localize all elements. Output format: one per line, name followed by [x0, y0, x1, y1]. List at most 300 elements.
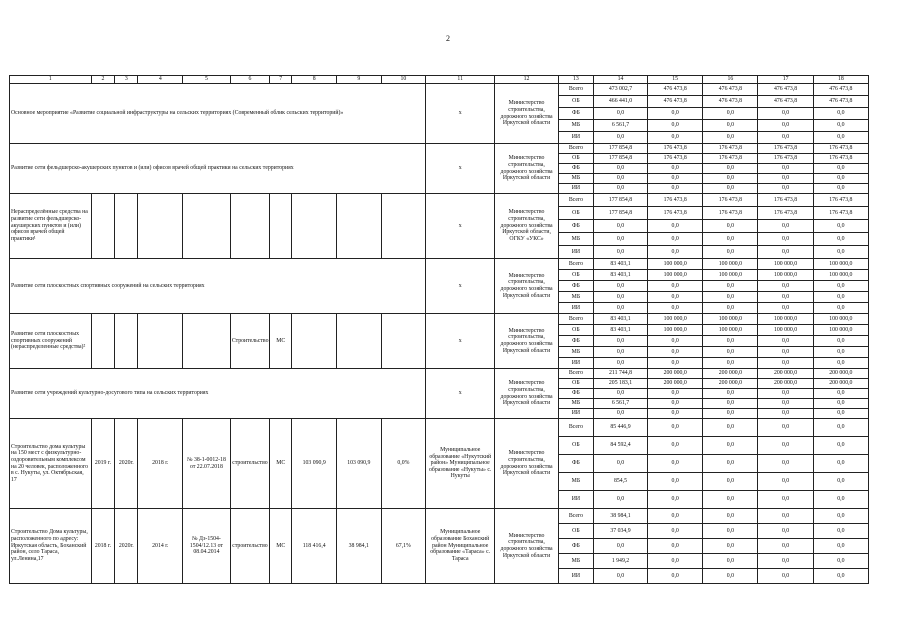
funding-value: 0,0: [648, 336, 703, 347]
funding-value: 0,0: [703, 347, 758, 358]
funding-value: 0,0: [648, 347, 703, 358]
funding-value: 176 473,8: [703, 194, 758, 207]
header-cell: 18: [813, 76, 868, 84]
funding-value: 200 000,0: [648, 379, 703, 389]
header-row: [10, 76, 869, 84]
funding-value: 176 473,8: [813, 144, 868, 154]
funding-value: 0,0: [813, 347, 868, 358]
funding-value: 0,0: [758, 233, 813, 246]
readiness: [381, 194, 426, 259]
funding-value: 84 592,4: [593, 437, 647, 455]
funding-value: 0,0: [813, 292, 868, 303]
readiness: 67,1%: [381, 509, 426, 584]
header-cell: 9: [337, 76, 382, 84]
funding-value: 0,0: [813, 473, 868, 491]
location: х: [426, 144, 495, 194]
funding-value: 0,0: [758, 220, 813, 233]
funding-value: 0,0: [703, 303, 758, 314]
funding-value: 0,0: [703, 246, 758, 259]
end-year: 2020г.: [115, 509, 138, 584]
funding-value: 200 000,0: [813, 369, 868, 379]
responsible-executor: Министерство строительства, дорожного хозяйства Иркутской области: [495, 419, 559, 509]
funding-value: 0,0: [703, 132, 758, 144]
estimated-cost: 103 090,9: [292, 419, 337, 509]
funding-value: 0,0: [758, 120, 813, 132]
funding-value: 100 000,0: [758, 325, 813, 336]
measure-name: Строительство дома культуры на 150 мест с физкультурно-оздоровительным комплексом на 20 человек, расположенного в с. Нукуты, ул. Октябрьская, 17: [10, 419, 92, 509]
funding-value: 100 000,0: [758, 270, 813, 281]
funding-value: 100 000,0: [813, 259, 868, 270]
funding-source: Всего: [558, 84, 593, 96]
work-type: строительство: [230, 419, 269, 509]
executor: МС: [270, 314, 292, 369]
executor: МС: [270, 419, 292, 509]
doc-number: № Дз-1504-1504/12.13 от 08.04.2014: [183, 509, 231, 584]
funding-value: 0,0: [648, 569, 703, 584]
funding-value: 200 000,0: [648, 369, 703, 379]
funding-value: 0,0: [593, 409, 647, 419]
funding-value: 0,0: [813, 303, 868, 314]
funding-value: 100 000,0: [648, 325, 703, 336]
funding-value: 200 000,0: [703, 379, 758, 389]
location: х: [426, 194, 495, 259]
funding-source: ОБ: [558, 96, 593, 108]
funding-value: 0,0: [593, 336, 647, 347]
estimated-cost: 118 416,4: [292, 509, 337, 584]
funding-value: 0,0: [648, 399, 703, 409]
location: Муниципальное образование Боханский район Муниципальное образование «Тараса» с. Тараса: [426, 509, 495, 584]
funding-value: 100 000,0: [758, 259, 813, 270]
table-row: [10, 194, 869, 207]
funding-value: 0,0: [758, 509, 813, 524]
funding-value: 0,0: [758, 336, 813, 347]
funding-value: 6 561,7: [593, 399, 647, 409]
funding-value: 0,0: [648, 473, 703, 491]
header-cell: 17: [758, 76, 813, 84]
funding-value: 0,0: [813, 246, 868, 259]
header-cell: 15: [648, 76, 703, 84]
header-cell: 1: [10, 76, 92, 84]
funding-source: ИИ: [558, 409, 593, 419]
funding-source: ИИ: [558, 303, 593, 314]
responsible-executor: Министерство строительства, дорожного хозяйства Иркутской области: [495, 84, 559, 144]
funding-source: ФБ: [558, 164, 593, 174]
table-row: [10, 259, 869, 270]
funding-source: Всего: [558, 314, 593, 325]
funding-value: 0,0: [703, 554, 758, 569]
funding-source: МБ: [558, 120, 593, 132]
funding-value: 1 949,2: [593, 554, 647, 569]
funding-value: 0,0: [758, 174, 813, 184]
funding-source: Всего: [558, 194, 593, 207]
funding-value: 100 000,0: [648, 314, 703, 325]
funding-value: 0,0: [813, 409, 868, 419]
funding-value: 0,0: [813, 358, 868, 369]
funding-value: 177 854,8: [593, 207, 647, 220]
measure-name: Развитие сети плоскостных спортивных сооружений (нераспределенные средства)²: [10, 314, 92, 369]
start-year: [91, 314, 114, 369]
funding-source: Всего: [558, 419, 593, 437]
funding-value: 0,0: [593, 358, 647, 369]
funding-value: 0,0: [703, 389, 758, 399]
funding-value: 0,0: [593, 184, 647, 194]
funding-value: 0,0: [703, 455, 758, 473]
funding-source: ИИ: [558, 358, 593, 369]
funding-value: 0,0: [648, 303, 703, 314]
end-year: [115, 194, 138, 259]
funding-source: ИИ: [558, 491, 593, 509]
funding-value: 0,0: [813, 509, 868, 524]
start-year: 2019 г.: [91, 419, 114, 509]
doc-year: [138, 194, 183, 259]
doc-number: [183, 194, 231, 259]
funding-source: МБ: [558, 347, 593, 358]
funding-value: 0,0: [758, 491, 813, 509]
responsible-executor: Министерство строительства, дорожного хозяйства Иркутской области: [495, 259, 559, 314]
end-year: 2020г.: [115, 419, 138, 509]
table-row: [10, 314, 869, 325]
measure-name: Нераспределённые средства на развитие сети фельдшерско-акушерских пунктов и (или) офисов врачей общей практики¹: [10, 194, 92, 259]
funding-value: 100 000,0: [703, 259, 758, 270]
header-cell: 14: [593, 76, 647, 84]
remaining-cost: 38 984,1: [337, 509, 382, 584]
funding-value: 0,0: [813, 419, 868, 437]
funding-value: 476 473,8: [648, 96, 703, 108]
funding-value: 0,0: [703, 184, 758, 194]
funding-value: 0,0: [703, 539, 758, 554]
funding-value: 0,0: [648, 281, 703, 292]
location: х: [426, 369, 495, 419]
funding-source: МБ: [558, 473, 593, 491]
funding-value: 0,0: [758, 184, 813, 194]
funding-value: 0,0: [813, 389, 868, 399]
funding-source: Всего: [558, 259, 593, 270]
funding-value: 0,0: [648, 174, 703, 184]
funding-value: 0,0: [648, 389, 703, 399]
responsible-executor: Министерство строительства, дорожного хозяйства Иркутской области, ОГКУ «УКС»: [495, 194, 559, 259]
funding-source: ФБ: [558, 281, 593, 292]
funding-value: 176 473,8: [758, 207, 813, 220]
funding-value: 0,0: [813, 399, 868, 409]
funding-value: 476 473,8: [813, 84, 868, 96]
funding-source: ОБ: [558, 270, 593, 281]
doc-number: [183, 314, 231, 369]
funding-value: 0,0: [813, 524, 868, 539]
funding-value: 0,0: [813, 281, 868, 292]
funding-value: 0,0: [648, 164, 703, 174]
responsible-executor: Министерство строительства, дорожного хозяйства Иркутской области: [495, 144, 559, 194]
funding-value: 476 473,8: [703, 84, 758, 96]
funding-value: 0,0: [648, 246, 703, 259]
measure-name: Строительство Дома культуры, расположенного по адресу: Иркутская область, Боханский район, село Тараса, ул.Ленина,17: [10, 509, 92, 584]
funding-value: 0,0: [703, 509, 758, 524]
funding-value: 0,0: [758, 419, 813, 437]
funding-source: МБ: [558, 233, 593, 246]
funding-value: 0,0: [648, 358, 703, 369]
funding-value: 0,0: [813, 120, 868, 132]
responsible-executor: Министерство строительства, дорожного хозяйства Иркутской области: [495, 509, 559, 584]
funding-source: ФБ: [558, 455, 593, 473]
funding-value: 0,0: [648, 491, 703, 509]
funding-value: 100 000,0: [703, 314, 758, 325]
funding-source: ОБ: [558, 524, 593, 539]
doc-year: 2014 г.: [138, 509, 183, 584]
funding-value: 176 473,8: [703, 144, 758, 154]
funding-value: 0,0: [593, 455, 647, 473]
funding-value: 0,0: [703, 409, 758, 419]
header-cell: 10: [381, 76, 426, 84]
funding-value: 176 473,8: [703, 154, 758, 164]
funding-source: МБ: [558, 292, 593, 303]
start-year: 2018 г.: [91, 509, 114, 584]
funding-value: 0,0: [703, 473, 758, 491]
funding-value: 473 002,7: [593, 84, 647, 96]
funding-value: 176 473,8: [648, 144, 703, 154]
funding-value: 83 403,1: [593, 270, 647, 281]
funding-value: 100 000,0: [758, 314, 813, 325]
funding-value: 0,0: [648, 509, 703, 524]
funding-value: 0,0: [758, 108, 813, 120]
readiness: [381, 314, 426, 369]
header-cell: 12: [495, 76, 559, 84]
funding-source: Всего: [558, 369, 593, 379]
funding-value: 100 000,0: [813, 325, 868, 336]
location: х: [426, 84, 495, 144]
funding-source: ФБ: [558, 389, 593, 399]
table-row: [10, 509, 869, 524]
funding-value: 0,0: [813, 233, 868, 246]
funding-value: 476 473,8: [813, 96, 868, 108]
funding-source: ОБ: [558, 379, 593, 389]
funding-value: 100 000,0: [813, 314, 868, 325]
header-cell: 8: [292, 76, 337, 84]
funding-value: 0,0: [703, 491, 758, 509]
location: х: [426, 314, 495, 369]
funding-value: 0,0: [758, 164, 813, 174]
executor: МС: [270, 509, 292, 584]
funding-value: 200 000,0: [813, 379, 868, 389]
funding-value: 100 000,0: [703, 325, 758, 336]
location: х: [426, 259, 495, 314]
funding-value: 100 000,0: [703, 270, 758, 281]
funding-value: 176 473,8: [758, 144, 813, 154]
funding-value: 0,0: [758, 246, 813, 259]
funding-value: 0,0: [813, 336, 868, 347]
funding-value: 0,0: [813, 174, 868, 184]
remaining-cost: [337, 194, 382, 259]
funding-value: 176 473,8: [813, 154, 868, 164]
funding-value: 0,0: [648, 132, 703, 144]
page-number: 2: [446, 34, 450, 43]
responsible-executor: Министерство строительства, дорожного хозяйства Иркутской области: [495, 369, 559, 419]
funding-value: 476 473,8: [703, 96, 758, 108]
funding-value: 0,0: [648, 539, 703, 554]
funding-value: 0,0: [648, 437, 703, 455]
funding-value: 0,0: [703, 108, 758, 120]
funding-value: 0,0: [758, 473, 813, 491]
funding-value: 0,0: [593, 246, 647, 259]
funding-value: 200 000,0: [758, 379, 813, 389]
header-cell: 3: [115, 76, 138, 84]
funding-value: 0,0: [593, 539, 647, 554]
start-year: [91, 194, 114, 259]
header-cell: 2: [91, 76, 114, 84]
funding-value: 0,0: [813, 554, 868, 569]
funding-value: 0,0: [593, 132, 647, 144]
funding-value: 0,0: [593, 303, 647, 314]
funding-value: 0,0: [593, 174, 647, 184]
measure-name: Развитие сети фельдшерско-акушерских пунктов и (или) офисов врачей общей практики на сельских территориях: [10, 144, 426, 194]
funding-value: 205 183,1: [593, 379, 647, 389]
funding-value: 0,0: [703, 399, 758, 409]
funding-value: 0,0: [758, 358, 813, 369]
funding-value: 0,0: [593, 281, 647, 292]
funding-value: 176 473,8: [648, 207, 703, 220]
table-row: [10, 369, 869, 379]
funding-value: 0,0: [648, 419, 703, 437]
funding-value: 177 854,8: [593, 194, 647, 207]
funding-value: 37 034,9: [593, 524, 647, 539]
funding-value: 38 984,1: [593, 509, 647, 524]
funding-value: 0,0: [593, 491, 647, 509]
funding-source: Всего: [558, 144, 593, 154]
doc-year: [138, 314, 183, 369]
funding-value: 0,0: [813, 132, 868, 144]
funding-value: 0,0: [648, 233, 703, 246]
funding-value: 176 473,8: [813, 207, 868, 220]
remaining-cost: 103 090,9: [337, 419, 382, 509]
funding-value: 0,0: [703, 358, 758, 369]
funding-value: 0,0: [703, 164, 758, 174]
funding-value: 0,0: [703, 419, 758, 437]
funding-value: 0,0: [703, 524, 758, 539]
funding-value: 0,0: [593, 164, 647, 174]
funding-source: ФБ: [558, 336, 593, 347]
funding-value: 0,0: [703, 120, 758, 132]
header-cell: 11: [426, 76, 495, 84]
funding-value: 0,0: [758, 389, 813, 399]
funding-value: 176 473,8: [648, 154, 703, 164]
funding-source: МБ: [558, 174, 593, 184]
program-table: [9, 75, 869, 584]
funding-value: 0,0: [758, 399, 813, 409]
funding-value: 0,0: [813, 539, 868, 554]
header-cell: 6: [230, 76, 269, 84]
funding-value: 176 473,8: [758, 194, 813, 207]
funding-value: 176 473,8: [648, 194, 703, 207]
funding-value: 0,0: [758, 292, 813, 303]
funding-value: 176 473,8: [813, 194, 868, 207]
funding-source: ИИ: [558, 246, 593, 259]
funding-source: ОБ: [558, 437, 593, 455]
measure-name: Развитие сети плоскостных спортивных сооружений на сельских территориях: [10, 259, 426, 314]
remaining-cost: [337, 314, 382, 369]
funding-source: ОБ: [558, 207, 593, 220]
funding-source: ОБ: [558, 154, 593, 164]
funding-value: 83 403,1: [593, 325, 647, 336]
funding-value: 0,0: [703, 220, 758, 233]
funding-value: 0,0: [758, 303, 813, 314]
funding-value: 0,0: [703, 569, 758, 584]
measure-name: Развитие сети учреждений культурно-досугового типа на сельских территориях: [10, 369, 426, 419]
funding-value: 0,0: [648, 524, 703, 539]
work-type: строительство: [230, 509, 269, 584]
header-cell: 16: [703, 76, 758, 84]
funding-value: 476 473,8: [758, 96, 813, 108]
funding-value: 0,0: [648, 184, 703, 194]
funding-value: 6 561,7: [593, 120, 647, 132]
funding-value: 177 854,8: [593, 144, 647, 154]
readiness: 0,0%: [381, 419, 426, 509]
funding-value: 0,0: [758, 347, 813, 358]
funding-value: 476 473,8: [758, 84, 813, 96]
estimated-cost: [292, 194, 337, 259]
funding-source: ИИ: [558, 184, 593, 194]
funding-value: 100 000,0: [813, 270, 868, 281]
funding-value: 0,0: [703, 336, 758, 347]
funding-value: 0,0: [758, 569, 813, 584]
funding-value: 176 473,8: [758, 154, 813, 164]
funding-source: ИИ: [558, 132, 593, 144]
funding-value: 0,0: [758, 554, 813, 569]
funding-value: 177 854,8: [593, 154, 647, 164]
funding-value: 200 000,0: [703, 369, 758, 379]
funding-value: 100 000,0: [648, 270, 703, 281]
location: Муниципальное образование «Нукутский район» Муниципальное образование «Нукуты» с. Нукуты: [426, 419, 495, 509]
table-row: [10, 84, 869, 96]
work-type: [230, 194, 269, 259]
funding-value: 0,0: [703, 437, 758, 455]
funding-value: 0,0: [813, 455, 868, 473]
funding-source: ИИ: [558, 569, 593, 584]
funding-value: 0,0: [648, 409, 703, 419]
funding-value: 0,0: [813, 491, 868, 509]
funding-value: 0,0: [593, 569, 647, 584]
doc-year: 2018 г.: [138, 419, 183, 509]
funding-source: ФБ: [558, 220, 593, 233]
funding-value: 200 000,0: [758, 369, 813, 379]
responsible-executor: Министерство строительства, дорожного хозяйства Иркутской области: [495, 314, 559, 369]
funding-value: 0,0: [813, 569, 868, 584]
header-cell: 13: [558, 76, 593, 84]
funding-source: ОБ: [558, 325, 593, 336]
funding-value: 0,0: [813, 164, 868, 174]
funding-value: 476 473,8: [648, 84, 703, 96]
funding-value: 0,0: [648, 455, 703, 473]
funding-value: 0,0: [593, 108, 647, 120]
funding-value: 0,0: [593, 233, 647, 246]
funding-value: 0,0: [648, 108, 703, 120]
table-row: [10, 144, 869, 154]
funding-value: 0,0: [758, 132, 813, 144]
funding-value: 211 744,8: [593, 369, 647, 379]
funding-value: 100 000,0: [648, 259, 703, 270]
funding-value: 0,0: [813, 108, 868, 120]
funding-value: 0,0: [758, 524, 813, 539]
table-row: [10, 419, 869, 437]
funding-value: 466 441,0: [593, 96, 647, 108]
funding-source: МБ: [558, 554, 593, 569]
funding-value: 0,0: [813, 220, 868, 233]
funding-value: 0,0: [758, 539, 813, 554]
funding-value: 0,0: [703, 292, 758, 303]
funding-value: 0,0: [593, 347, 647, 358]
doc-number: № 38-1-0012-18 от 22.07.2018: [183, 419, 231, 509]
funding-value: 0,0: [703, 281, 758, 292]
measure-name: Основное мероприятие «Развитие социальной инфраструктуры на сельских территориях (Современный облик сельских территорий)»: [10, 84, 426, 144]
funding-value: 176 473,8: [703, 207, 758, 220]
funding-source: МБ: [558, 399, 593, 409]
